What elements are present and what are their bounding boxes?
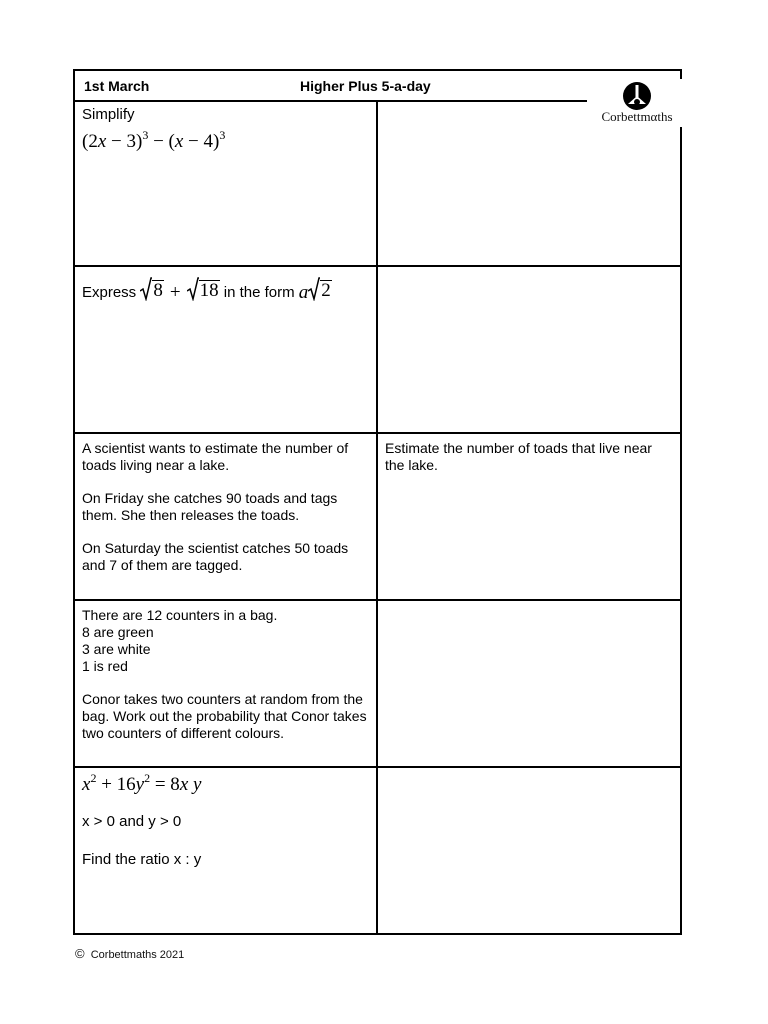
- radical-icon: [187, 277, 199, 301]
- q5-equation: $x^2 + 16y^2 = 8x$ y: [82, 771, 202, 795]
- q4-work-cell: [378, 601, 680, 768]
- footer: [75, 946, 184, 961]
- q3-question: Estimate the number of toads that live near the lake.: [385, 440, 652, 473]
- sqrt-2: 2: [308, 277, 332, 301]
- q4-line4: 1 is red: [82, 658, 128, 674]
- footer-text: Corbettmaths 2021: [90, 949, 185, 961]
- q3-cell: [75, 434, 378, 601]
- radical-icon: [308, 277, 320, 301]
- question-grid: [75, 100, 680, 935]
- q3-para2: On Friday she catches 90 toads and tags them. She then releases the toads.: [82, 490, 338, 523]
- radical-icon: [140, 277, 152, 301]
- q2-a: a: [298, 282, 309, 303]
- copyright-icon: ©: [75, 946, 85, 961]
- q2-cell: [75, 267, 378, 434]
- q5-cell: [75, 768, 378, 935]
- q5-work-cell: [378, 768, 680, 935]
- q3-para1: A scientist wants to estimate the number of toads living near a lake.: [82, 440, 349, 473]
- q3-para3: On Saturday the scientist catches 50 toads and 7 of them are tagged.: [82, 540, 349, 573]
- q1-expression: $(2x - 3)^3 - (x - 4)^3$: [82, 128, 226, 152]
- q5-condition: x > 0 and y > 0: [82, 813, 182, 830]
- q4-line3: 3 are white: [82, 641, 151, 657]
- q4-line1: There are 12 counters in a bag.: [82, 607, 278, 623]
- q4-para: Conor takes two counters at random from the bag. Work out the probability that Conor takes two counters of different colours.: [82, 691, 367, 741]
- q2-in-the-form: in the form: [223, 284, 295, 301]
- logo-text: Corbettmαths: [601, 109, 673, 124]
- worksheet-title: Higher Plus 5-a-day: [300, 78, 431, 94]
- q1-instruction: Simplify: [82, 106, 135, 123]
- q2-work-cell: [378, 267, 680, 434]
- q4-cell: [75, 601, 378, 768]
- date-label: 1st March: [84, 78, 150, 94]
- q3-question-cell: [378, 434, 680, 601]
- worksheet: [73, 69, 682, 935]
- q5-question: Find the ratio x : y: [82, 851, 202, 868]
- q4-line2: 8 are green: [82, 624, 154, 640]
- sqrt-18: 18: [187, 277, 220, 301]
- q1-work-cell: [378, 100, 680, 267]
- q2-express: Express: [82, 284, 137, 301]
- q1-cell: [75, 100, 378, 267]
- q2-statement: Express 8 + 18 in the form a 2: [82, 277, 370, 301]
- sqrt-8: 8: [140, 277, 164, 301]
